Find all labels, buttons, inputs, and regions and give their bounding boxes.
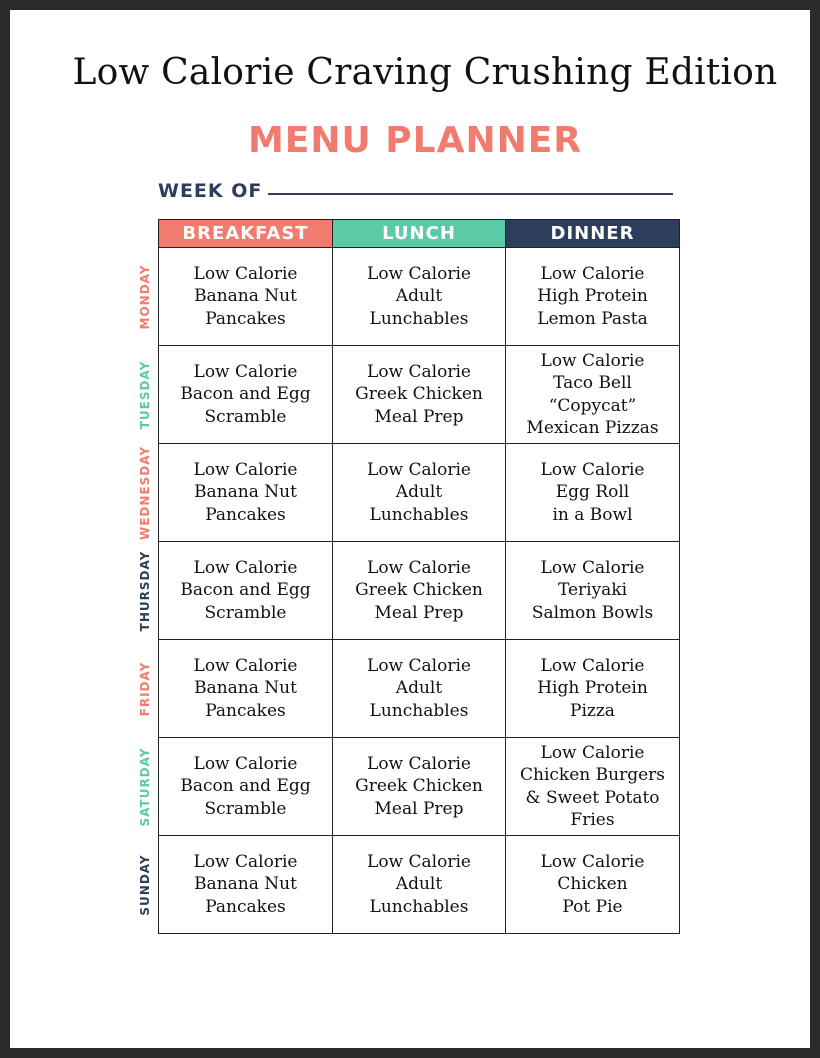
meal-cell-sunday-breakfast: Low Calorie Banana Nut Pancakes — [159, 836, 333, 933]
day-row-label — [134, 346, 156, 444]
page-title: Low Calorie Craving Crushing Edition — [72, 52, 778, 93]
week-of-label: WEEK OF — [158, 180, 263, 202]
meal-cell-saturday-dinner: Low Calorie Chicken Burgers & Sweet Potato Fries — [506, 738, 679, 836]
meal-cell-friday-dinner: Low Calorie High Protein Pizza — [506, 640, 679, 738]
meal-cell-friday-breakfast: Low Calorie Banana Nut Pancakes — [159, 640, 333, 738]
meal-cell-tuesday-breakfast: Low Calorie Bacon and Egg Scramble — [159, 346, 333, 444]
menu-planner-heading: MENU PLANNER — [247, 120, 583, 161]
column-header-dinner: DINNER — [506, 220, 679, 248]
menu-table — [158, 219, 680, 934]
meal-cell-friday-lunch: Low Calorie Adult Lunchables — [333, 640, 506, 738]
column-header-lunch: LUNCH — [333, 220, 506, 248]
day-row-label — [134, 836, 156, 933]
day-row-label — [134, 542, 156, 640]
day-label-friday: FRIDAY — [138, 661, 152, 717]
day-row-label — [134, 444, 156, 542]
meal-cell-tuesday-lunch: Low Calorie Greek Chicken Meal Prep — [333, 346, 506, 444]
meal-cell-sunday-dinner: Low Calorie Chicken Pot Pie — [540, 851, 645, 917]
day-label-tuesday: TUESDAY — [138, 360, 152, 430]
meal-cell-thursday-breakfast: Low Calorie Bacon and Egg Scramble — [159, 542, 333, 640]
meal-cell-monday-breakfast: Low Calorie Banana Nut Pancakes — [159, 248, 333, 346]
day-row-label — [134, 248, 156, 346]
day-label-sunday: SUNDAY — [138, 853, 152, 916]
meal-cell-wednesday-dinner: Low Calorie Egg Roll in a Bowl — [506, 444, 679, 542]
day-label-thursday: THURSDAY — [138, 550, 152, 632]
week-of-line — [268, 193, 673, 195]
meal-cell-sunday-lunch: Low Calorie Adult Lunchables — [333, 836, 506, 933]
day-label-wednesday: WEDNESDAY — [138, 445, 152, 541]
day-label-monday: MONDAY — [138, 264, 152, 330]
day-row-label — [134, 640, 156, 738]
day-row-label — [134, 738, 156, 836]
meal-cell-monday-dinner: Low Calorie High Protein Lemon Pasta — [506, 248, 679, 346]
day-label-saturday: SATURDAY — [138, 747, 152, 827]
meal-cell-thursday-lunch: Low Calorie Greek Chicken Meal Prep — [333, 542, 506, 640]
meal-cell-saturday-lunch: Low Calorie Greek Chicken Meal Prep — [333, 738, 506, 836]
meal-cell-thursday-dinner: Low Calorie Teriyaki Salmon Bowls — [506, 542, 679, 640]
page — [10, 10, 810, 1048]
meal-cell-wednesday-lunch: Low Calorie Adult Lunchables — [333, 444, 506, 542]
meal-cell-monday-lunch: Low Calorie Adult Lunchables — [333, 248, 506, 346]
day-labels — [134, 248, 156, 933]
meal-cell-saturday-breakfast: Low Calorie Bacon and Egg Scramble — [159, 738, 333, 836]
column-header-breakfast: BREAKFAST — [159, 220, 333, 248]
meal-cell-wednesday-breakfast: Low Calorie Banana Nut Pancakes — [159, 444, 333, 542]
meal-cell-tuesday-dinner: Low Calorie Taco Bell “Copycat” Mexican Pizzas — [506, 346, 679, 444]
